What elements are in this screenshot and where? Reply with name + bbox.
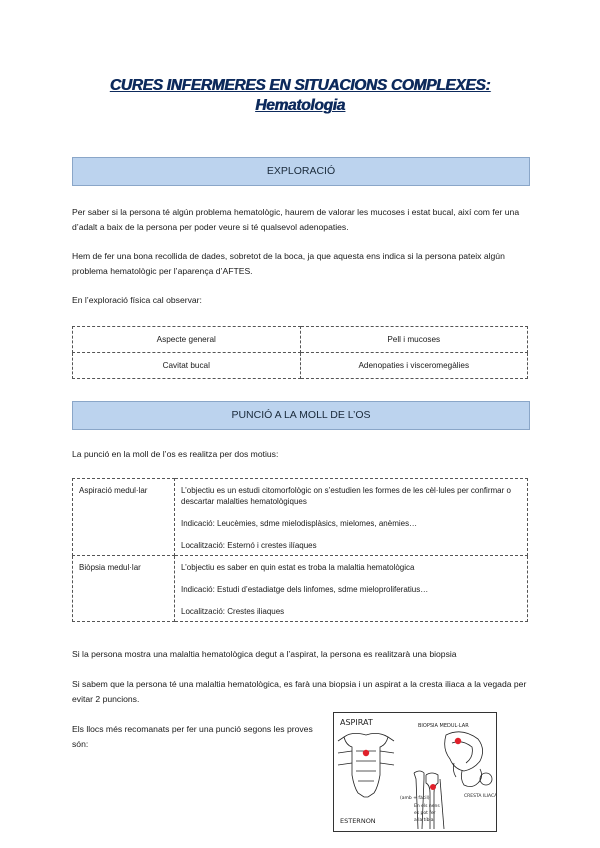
table-cell: Adenopaties i visceromegàlies (300, 353, 528, 379)
paragraph-after-1: Si la persona mostra una malaltia hematològica degut a l’aspirat, la persona es realitzarà una biopsia (72, 649, 457, 659)
row-label: Aspiració medul·lar (73, 479, 175, 556)
location-text: Localització: Esternó i crestes ilíaques (181, 541, 317, 550)
title-line-2: Hematologia (255, 97, 345, 114)
table-row (73, 479, 528, 556)
table-cell: Cavitat bucal (73, 353, 301, 379)
sternum-puncture-dot (363, 750, 369, 756)
location-text: Localització: Crestes iliaques (181, 607, 285, 616)
anatomy-sketch (334, 713, 496, 831)
indication-text: Indicació: Estudi d’estadiatge dels linfomes, sdme mieloproliferatius… (181, 585, 429, 594)
row-content (175, 556, 528, 622)
iliac-puncture-dot (455, 738, 461, 744)
document-title (0, 76, 600, 116)
objective-text: L’objectiu es un estudi citomorfològic on s’estudien les formes de les cèl·lules per confirmar o descartar malalties hematològiques (181, 486, 511, 506)
table-row (73, 353, 528, 379)
puncture-sites-figure (333, 712, 497, 832)
objective-text: L’objectiu es saber en quin estat es troba la malaltia hematològica (181, 563, 415, 572)
indication-text: Indicació: Leucèmies, sdme mielodisplàsics, mielomes, anèmies… (181, 519, 418, 528)
note-4: a la tíbia (414, 818, 434, 823)
table-cell: Pell i mucoses (300, 327, 528, 353)
table-row (73, 556, 528, 622)
section-heading-exploracio: EXPLORACIÓ (72, 157, 530, 186)
sternum-drawing (338, 733, 394, 797)
paragraph-after-2: Si sabem que la persona té una malaltia hematològica, es farà una biopsia i un aspirat a la cresta iliaca a la vegada per evitar 2 puncions. (72, 679, 527, 704)
aspirat-label: ASPIRAT (340, 718, 373, 727)
row-content (175, 479, 528, 556)
row-label: Biòpsia medul·lar (73, 556, 175, 622)
paragraph-exploracio-2: Hem de fer una bona recollida de dades, sobretot de la boca, ja que aquesta ens indica si la persona pateix algún problema hematològic per l’aparença d’AFTES. (72, 251, 505, 276)
pelvis-drawing (445, 732, 492, 787)
table-cell: Aspecte general (73, 327, 301, 353)
note-2: En els nens (414, 804, 440, 809)
esternon-label: ESTERNON (340, 817, 376, 825)
title-line-1: CURES INFERMERES EN SITUACIONS COMPLEXES: (109, 77, 491, 94)
paragraph-after-3: Els llocs més recomanats per fer una punció segons les proves són: (72, 724, 313, 749)
paragraph-exploracio-3: En l’exploració física cal observar: (72, 295, 202, 305)
paragraph-exploracio-1: Per saber si la persona té algún problema hematològic, haurem de valorar les mucoses i estat bucal, així com fer una d’adalt a baix de la persona per poder veure si té qualsevol adenopaties. (72, 207, 520, 232)
note-1: (amb + fàcil) (400, 796, 430, 801)
exploration-table (72, 326, 528, 379)
section-heading-puncio: PUNCIÓ A LA MOLL DE L’OS (72, 401, 530, 430)
cresta-label: CRESTA ILIACA (464, 794, 496, 799)
note-3: es pot fer (414, 811, 436, 816)
paragraph-puncio-intro: La punció en la moll de l’os es realitza per dos motius: (72, 449, 279, 459)
table-row (73, 327, 528, 353)
tibia-puncture-dot (430, 784, 436, 790)
biopsia-label: BIOPSIA MEDUL·LAR (418, 723, 469, 729)
puncture-table (72, 478, 528, 622)
